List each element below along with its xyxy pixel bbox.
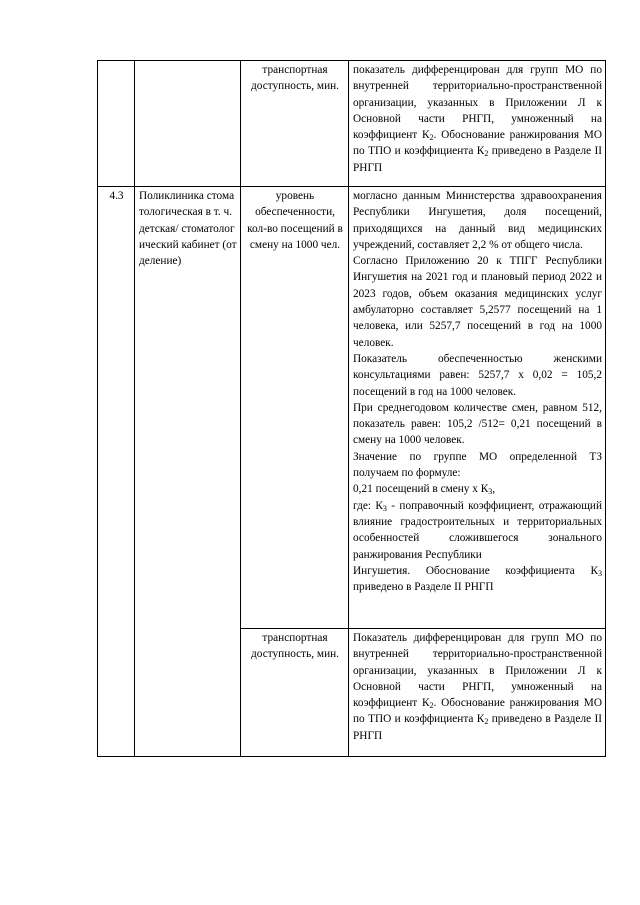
value-text-tail: . Обоснование ранжирования МО по ТПО и коэффициента К (353, 697, 602, 726)
formula-paragraph (353, 481, 602, 497)
value-paragraph: Показатель обеспеченностью женскими консультациями равен: 5257,7 х 0,02 = 105,2 посещений в год на 1000 человек. (353, 352, 602, 398)
indicator-text: уровень обеспеченности, кол-во посещений в смену на 1000 чел. (247, 190, 343, 251)
where-subscript: 3 (382, 503, 387, 513)
indicator-cell (241, 61, 349, 187)
value-paragraph: При среднегодовом количестве смен, равном 512, показатель равен: 105,2 /512= 0,21 посещений в смену на 1000 человек. (353, 401, 602, 447)
last-paragraph (353, 563, 602, 596)
table-row (98, 187, 606, 629)
formula-subscript: 3 (488, 487, 493, 497)
indicator-cell (241, 187, 349, 629)
last-subscript: 3 (598, 568, 602, 578)
document-table (97, 60, 606, 757)
indicator-text: транспортная доступность, мин. (251, 632, 339, 661)
value-paragraph: Согласно Приложению 20 к ТПГГ Республики Ингушетия на 2021 год и плановый период 2022 и 2023 годов, объем оказания медицинских услуг амбулаторно составляет 5,2577 посещений на 1 человека, или 5257,7 посещений в год на 1000 человек. (353, 255, 602, 349)
indicator-text: транспортная доступность, мин. (251, 64, 339, 93)
value-cell (349, 61, 606, 187)
value-cell (349, 187, 606, 629)
row-number-cell (98, 61, 135, 187)
formula-end: , (492, 483, 496, 496)
value-subscript-2: 2 (484, 149, 489, 159)
formula-text: 0,21 посещений в смену х К (353, 483, 489, 496)
table-row (98, 61, 606, 187)
value-subscript: 2 (429, 133, 434, 143)
value-text-end: приведено в Разделе II РНГП (353, 713, 602, 742)
last-text-tail: приведено в Разделе II РНГП (353, 581, 494, 594)
object-name-cell (135, 61, 241, 187)
object-name-cell (135, 187, 241, 757)
value-text-tail: . Обоснование ранжирования МО по ТПО и коэффициента К (353, 129, 602, 158)
where-text-tail: - поправочный коэффициент, отражающий влияние градостроительных и территориальных особенностей сложившегося зонального ранжирования Республики (353, 499, 602, 561)
value-subscript: 2 (429, 701, 434, 711)
value-paragraph: Значение по группе МО определенной ТЗ получаем по формуле: (353, 450, 602, 480)
value-cell (349, 629, 606, 757)
where-paragraph (353, 498, 602, 563)
last-text: Ингушетия. Обоснование коэффициента К (353, 564, 598, 577)
value-paragraph: могласно данным Министерства здравоохранения Республики Ингушетия, доля посещений, приходящихся на данный вид медицинских учреждений, составляет 2,2 % от общего числа. (353, 190, 602, 251)
value-subscript-2: 2 (484, 717, 489, 727)
row-number-cell (98, 187, 135, 757)
value-text: Показатель дифференцирован для групп МО по внутренней территориально-пространственной организации, указанных в Приложении Л к Основной части РНГП, умноженный на коэффициент К (353, 632, 602, 710)
indicator-cell (241, 629, 349, 757)
object-name: Поликлиника стоматологическая в т. ч. детская/ стоматологический кабинет (отделение) (139, 190, 237, 268)
value-text-end: приведено в Разделе II РНГП (353, 145, 602, 174)
value-text: показатель дифференцирован для групп МО по внутренней территориально-пространственной организации, указанных в Приложении Л к Основной части РНГП, умноженный на коэффициент К (353, 64, 602, 142)
row-number: 4.3 (109, 190, 124, 202)
where-text: где: К (353, 499, 383, 512)
